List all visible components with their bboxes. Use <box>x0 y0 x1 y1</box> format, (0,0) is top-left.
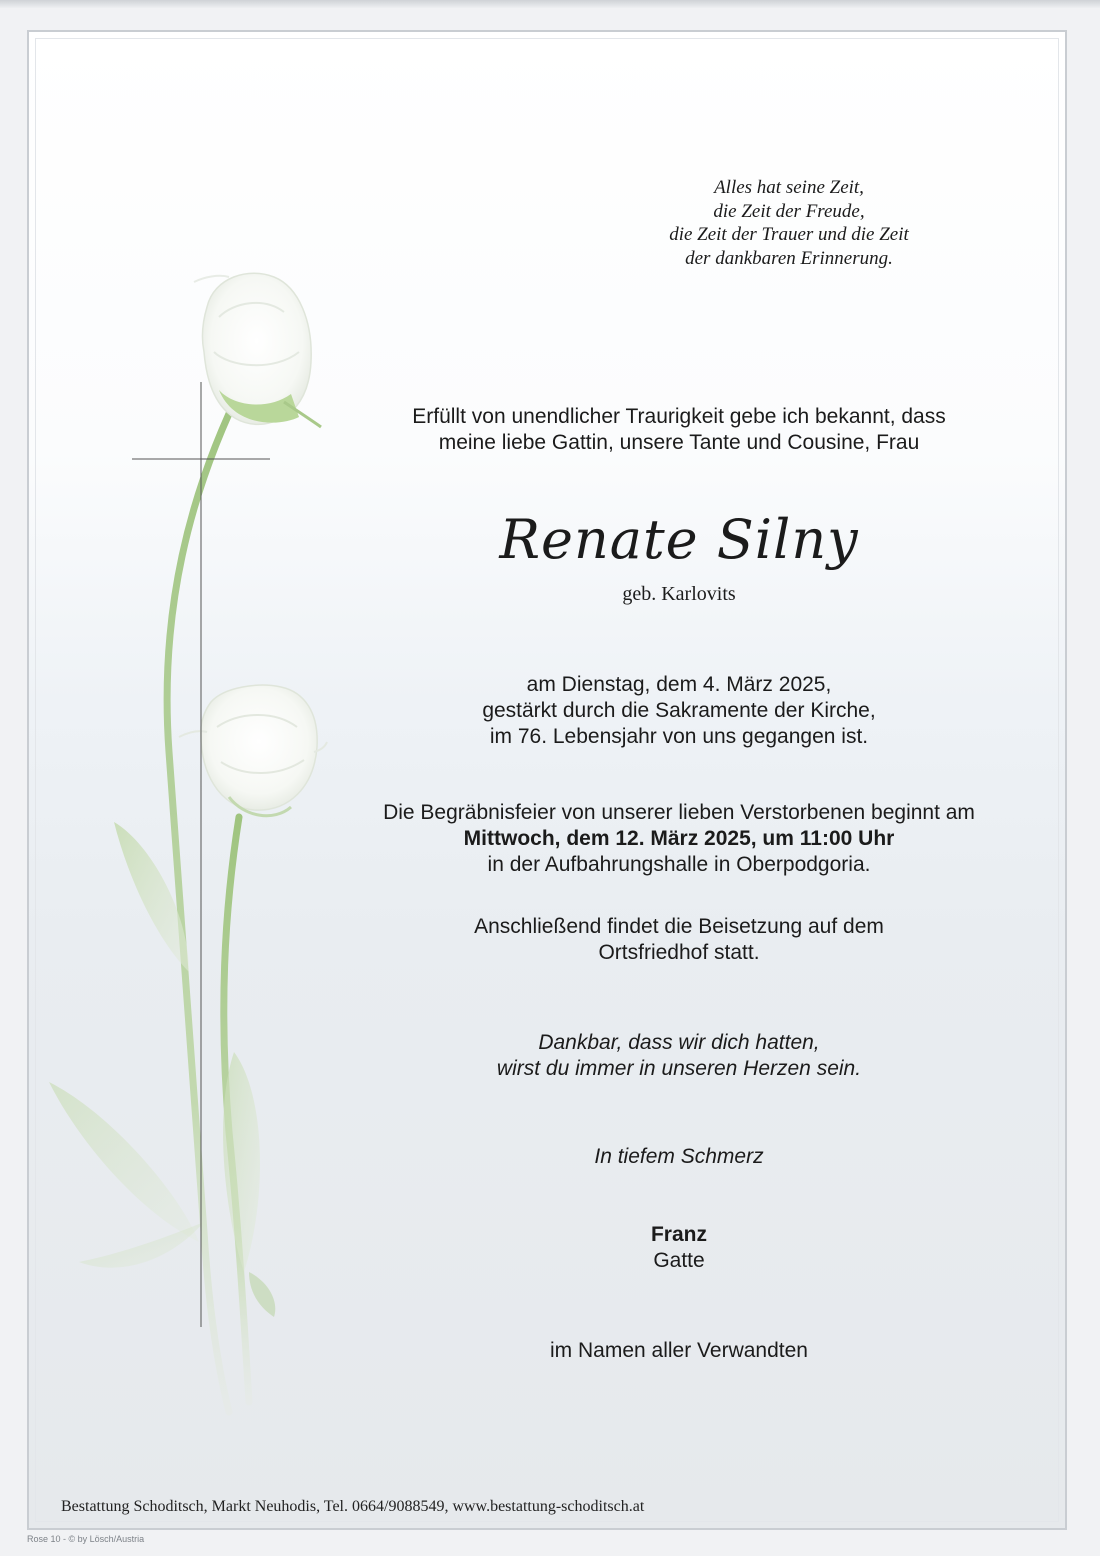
motto <box>609 176 969 270</box>
motto-line: der dankbaren Erinnerung. <box>685 247 893 269</box>
announcement-intro <box>349 404 1009 456</box>
funeral-details <box>349 800 1009 878</box>
motto-line: Alles hat seine Zeit, <box>714 177 864 198</box>
funeral-date: Mittwoch, dem 12. März 2025, um 11:00 Uhr <box>463 827 895 850</box>
thanks-line: wirst du immer in unseren Herzen sein. <box>496 1057 862 1080</box>
death-line: gestärkt durch die Sakramente der Kirche, <box>482 699 876 722</box>
maiden-name: geb. Karlovits <box>622 583 736 605</box>
grief-line: In tiefem Schmerz <box>594 1145 764 1168</box>
signer-name: Franz <box>650 1223 707 1246</box>
thanks-verse <box>349 1030 1009 1082</box>
obituary-card <box>27 30 1067 1530</box>
rose-upper <box>194 273 321 427</box>
thanks-line: Dankbar, dass wir dich hatten, <box>538 1031 820 1054</box>
burial-line: Anschließend findet die Beisetzung auf dem <box>474 915 884 938</box>
copyright-note: Rose 10 - © by Lösch/Austria <box>27 1534 145 1544</box>
funeral-location: in der Aufbahrungshalle in Oberpodgoria. <box>487 853 871 876</box>
death-line: im 76. Lebensjahr von uns gegangen ist. <box>489 725 869 748</box>
death-details <box>349 672 1009 750</box>
intro-line: meine liebe Gattin, unsere Tante und Cousine, Frau <box>438 431 920 454</box>
death-line: am Dienstag, dem 4. März 2025, <box>526 673 832 696</box>
leaf <box>223 1052 260 1272</box>
motto-line: die Zeit der Freude, <box>713 200 865 222</box>
rose-illustration <box>29 232 349 1432</box>
deceased-name: Renate Silny <box>499 508 859 571</box>
motto-line: die Zeit der Trauer und die Zeit <box>669 224 909 245</box>
burial-details <box>349 914 1009 966</box>
signer-role: Gatte <box>653 1249 705 1272</box>
leaf <box>49 1082 199 1242</box>
relatives-line: im Namen aller Verwandten <box>550 1339 808 1362</box>
scan-edge <box>0 0 1100 8</box>
funeral-home-footer: Bestattung Schoditsch, Markt Neuhodis, Tel. 0664/9088549, www.bestattung-schoditsch.at <box>61 1498 645 1515</box>
funeral-line: Die Begräbnisfeier von unserer lieben Verstorbenen beginnt am <box>383 801 975 824</box>
leaf <box>249 1272 275 1317</box>
intro-line: Erfüllt von unendlicher Traurigkeit gebe ich bekannt, dass <box>412 405 946 428</box>
burial-line: Ortsfriedhof statt. <box>598 941 760 964</box>
